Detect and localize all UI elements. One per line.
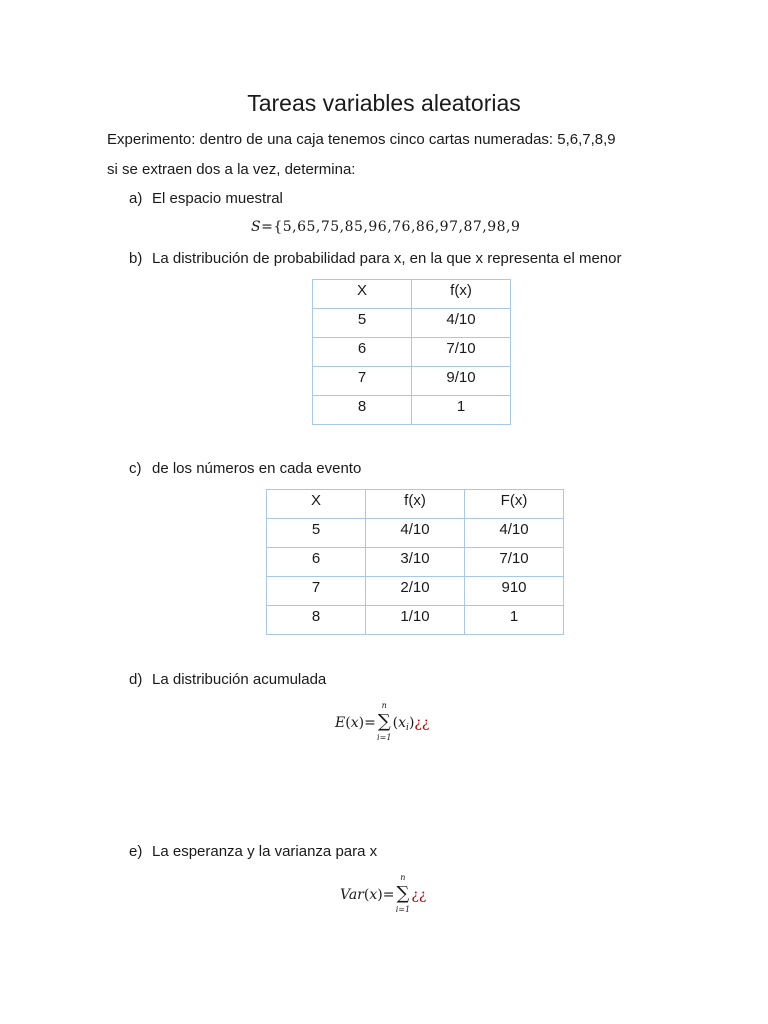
- table-cell: 8: [313, 396, 412, 425]
- sum-upper-limit: n: [381, 701, 387, 710]
- table-cell: 2/10: [366, 577, 465, 606]
- table-cell: 1: [465, 606, 564, 635]
- table-cell: 7: [267, 577, 366, 606]
- table-cell: 6: [313, 338, 412, 367]
- sample-space-formula: [251, 219, 520, 235]
- table-cell: 1: [412, 396, 511, 425]
- item-d: [129, 671, 326, 688]
- table-row: [313, 338, 511, 367]
- sample-space-rhs: ={5,65,75,85,96,76,86,97,87,98,9: [261, 219, 521, 235]
- table-cell: 4/10: [412, 309, 511, 338]
- table-header-cell: f(x): [412, 280, 511, 309]
- expectation-eq: =: [364, 715, 376, 731]
- table-cell: 9/10: [412, 367, 511, 396]
- item-b-marker: b): [129, 250, 143, 267]
- item-c-marker: c): [129, 460, 142, 477]
- item-d-text: La distribución acumulada: [152, 671, 327, 688]
- expectation-term-var: x: [398, 715, 407, 731]
- probability-table: [312, 279, 511, 425]
- table-cell: 910: [465, 577, 564, 606]
- table-cell: 8: [267, 606, 366, 635]
- variance-eq: =: [382, 887, 395, 903]
- table-row: [267, 548, 564, 577]
- item-c: [129, 460, 361, 477]
- table-header-cell: f(x): [366, 490, 465, 519]
- variance-lhs: Var: [340, 887, 364, 903]
- summation-icon: ∑ n i=1: [395, 873, 411, 914]
- table-header-cell: F(x): [465, 490, 564, 519]
- table-cell: 1/10: [366, 606, 465, 635]
- table-row: [313, 396, 511, 425]
- item-b: [129, 250, 621, 267]
- table-header-cell: X: [267, 490, 366, 519]
- expectation-var: x: [350, 715, 359, 731]
- variance-formula: Var(x)= ∑ n i=1 ¿¿: [340, 873, 427, 914]
- table-cell: 7: [313, 367, 412, 396]
- page-title: Tareas variables aleatorias: [247, 90, 521, 116]
- table-header-cell: X: [313, 280, 412, 309]
- table-row: [267, 606, 564, 635]
- table-cell: 6: [267, 548, 366, 577]
- expectation-lhs: E: [335, 715, 346, 731]
- table-cell: 4/10: [366, 519, 465, 548]
- cumulative-table: [266, 489, 564, 635]
- item-a-text: El espacio muestral: [152, 190, 283, 207]
- intro-line-1: Experimento: dentro de una caja tenemos cinco cartas numeradas: 5,6,7,8,9: [107, 131, 616, 148]
- sum-lower-limit: i=1: [377, 733, 392, 742]
- item-d-marker: d): [129, 671, 143, 688]
- table-row: [313, 367, 511, 396]
- intro-line-2: si se extraen dos a la vez, determina:: [107, 161, 356, 178]
- table-cell: 3/10: [366, 548, 465, 577]
- table-cell: 4/10: [465, 519, 564, 548]
- variance-tail: ¿¿: [411, 887, 427, 903]
- item-b-text: La distribución de probabilidad para x, en la que x representa el menor: [152, 250, 622, 267]
- expectation-tail: ¿¿: [414, 715, 430, 731]
- summation-icon: ∑ n i=1: [377, 701, 392, 742]
- item-e: [129, 843, 377, 860]
- sum-lower-limit: i=1: [395, 905, 411, 914]
- table-header-row: [267, 490, 564, 519]
- table-row: [267, 519, 564, 548]
- table-cell: 5: [267, 519, 366, 548]
- expectation-term-sub: i: [406, 723, 409, 733]
- table-cell: 5: [313, 309, 412, 338]
- table-cell: 7/10: [465, 548, 564, 577]
- expectation-formula: E(x)= ∑ n i=1 $(x_i)¿¿$: [335, 701, 430, 742]
- table-row: [267, 577, 564, 606]
- sum-upper-limit: n: [400, 873, 406, 882]
- table-header-row: [313, 280, 511, 309]
- item-e-marker: e): [129, 843, 143, 860]
- item-e-text: La esperanza y la varianza para x: [152, 843, 378, 860]
- table-row: [313, 309, 511, 338]
- variance-var: x: [369, 887, 378, 903]
- item-a: [129, 190, 283, 207]
- sample-space-lhs: S: [251, 219, 262, 235]
- table-cell: 7/10: [412, 338, 511, 367]
- item-c-text: de los números en cada evento: [152, 460, 362, 477]
- item-a-marker: a): [129, 190, 143, 207]
